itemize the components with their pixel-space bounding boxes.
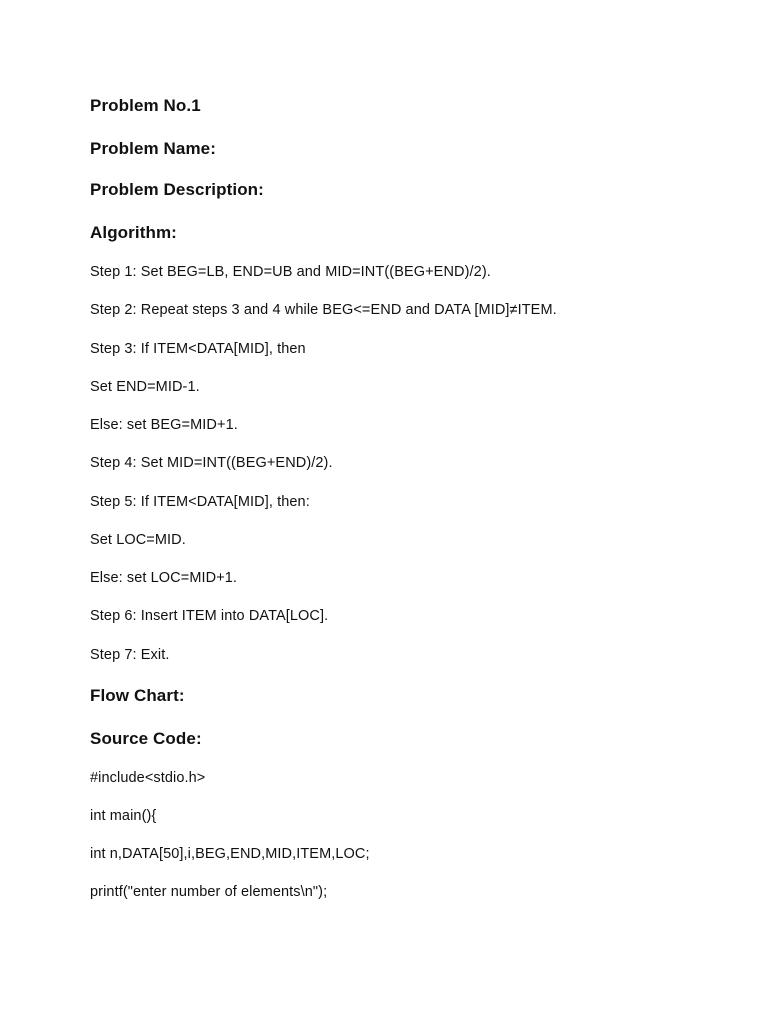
algorithm-step: Step 2: Repeat steps 3 and 4 while BEG<=END and DATA [MID]≠ITEM. — [90, 302, 557, 318]
algorithm-step: Set LOC=MID. — [90, 532, 186, 548]
algorithm-step: Step 7: Exit. — [90, 647, 170, 663]
problem-number-heading: Problem No.1 — [90, 96, 201, 115]
problem-name-heading: Problem Name: — [90, 139, 217, 158]
algorithm-heading: Algorithm: — [90, 223, 177, 242]
source-code-line: int main(){ — [90, 808, 157, 824]
algorithm-step: Else: set BEG=MID+1. — [90, 417, 238, 433]
problem-description-heading: Problem Description: — [90, 180, 264, 199]
source-code-line: int n,DATA[50],i,BEG,END,MID,ITEM,LOC; — [90, 846, 370, 862]
algorithm-step: Else: set LOC=MID+1. — [90, 570, 238, 586]
flow-chart-heading: Flow Chart: — [90, 686, 185, 705]
algorithm-step: Step 6: Insert ITEM into DATA[LOC]. — [90, 608, 329, 624]
source-code-heading: Source Code: — [90, 729, 202, 748]
source-code-line: printf("enter number of elements\n"); — [90, 884, 328, 900]
algorithm-step: Set END=MID-1. — [90, 379, 200, 395]
source-code-line: #include<stdio.h> — [90, 770, 206, 786]
algorithm-step: Step 1: Set BEG=LB, END=UB and MID=INT((BEG+END)/2). — [90, 264, 491, 280]
algorithm-step: Step 3: If ITEM<DATA[MID], then — [90, 341, 306, 357]
algorithm-step: Step 5: If ITEM<DATA[MID], then: — [90, 494, 310, 510]
algorithm-step: Step 4: Set MID=INT((BEG+END)/2). — [90, 455, 333, 471]
